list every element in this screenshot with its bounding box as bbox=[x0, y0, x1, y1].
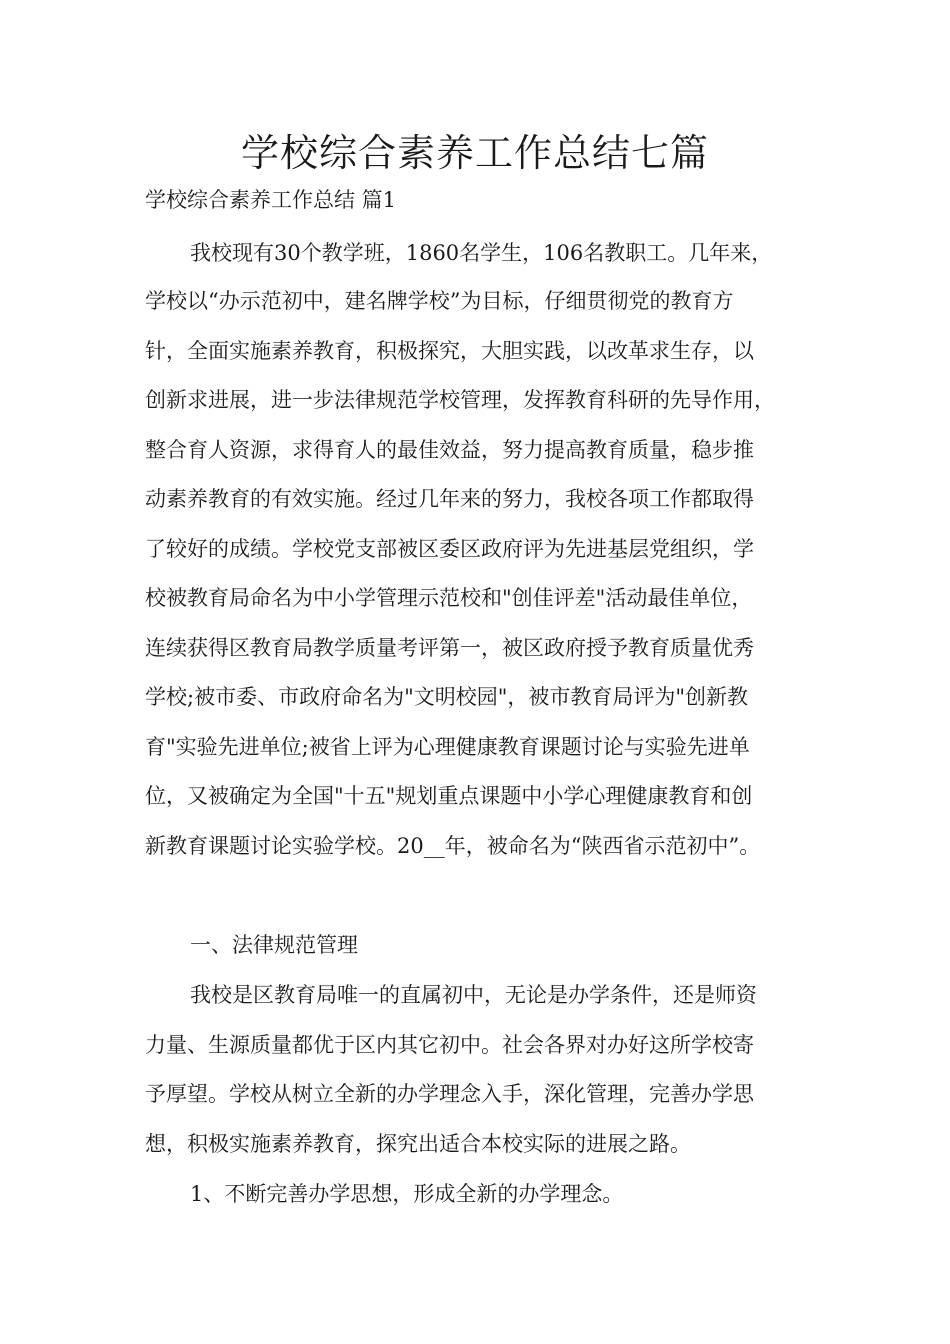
paragraph-line: 了较好的成绩。学校党支部被区委区政府评为先进基层党组织，学 bbox=[145, 537, 754, 561]
paragraph-line: 动素养教育的有效实施。经过几年来的努力，我校各项工作都取得 bbox=[145, 487, 754, 511]
paragraph-line: 整合育人资源，求得育人的最佳效益，努力提高教育质量，稳步推 bbox=[145, 438, 754, 462]
paragraph-line: 我校是区教育局唯一的直属初中，无论是办学条件，还是师资 bbox=[190, 983, 757, 1007]
paragraph-line: 予厚望。学校从树立全新的办学理念入手，深化管理，完善办学思 bbox=[145, 1082, 754, 1106]
paragraph-line: 力量、生源质量都优于区内其它初中。社会各界对办好这所学校寄 bbox=[145, 1033, 754, 1057]
paragraph-line: 学校以“办示范初中，建名牌学校”为目标，仔细贯彻党的教育方 bbox=[145, 289, 734, 313]
paragraph-line: 针，全面实施素养教育，积极探究，大胆实践，以改革求生存，以 bbox=[145, 339, 754, 363]
paragraph-line: 校被教育局命名为中小学管理示范校和"创佳评差"活动最佳单位， bbox=[145, 586, 753, 610]
list-item: 1、不断完善办学思想，形成全新的办学理念。 bbox=[190, 1182, 624, 1206]
paragraph-line: 我校现有30个教学班，1860名学生，106名教职工。几年来， bbox=[190, 241, 773, 265]
section-heading: 一、法律规范管理 bbox=[190, 933, 358, 957]
paragraph-line: 位，又被确定为全国"十五"规划重点课题中小学心理健康教育和创 bbox=[145, 784, 753, 808]
paragraph-line: 新教育课题讨论实验学校。20__年，被命名为“陕西省示范初中”。 bbox=[145, 834, 761, 858]
paragraph-line: 学校;被市委、市政府命名为"文明校园"，被市教育局评为"创新教 bbox=[145, 685, 749, 709]
document-title: 学校综合素养工作总结七篇 bbox=[240, 131, 709, 175]
paragraph-line: 想，积极实施素养教育，探究出适合本校实际的进展之路。 bbox=[145, 1132, 691, 1156]
paragraph-line: 创新求进展，进一步法律规范学校管理，发挥教育科研的先导作用， bbox=[145, 388, 775, 412]
paragraph-line: 连续获得区教育局教学质量考评第一，被区政府授予教育质量优秀 bbox=[145, 636, 754, 660]
section-subtitle: 学校综合素养工作总结 篇1 bbox=[145, 188, 397, 212]
paragraph-line: 育"实验先进单位;被省上评为心理健康教育课题讨论与实验先进单 bbox=[145, 735, 750, 759]
